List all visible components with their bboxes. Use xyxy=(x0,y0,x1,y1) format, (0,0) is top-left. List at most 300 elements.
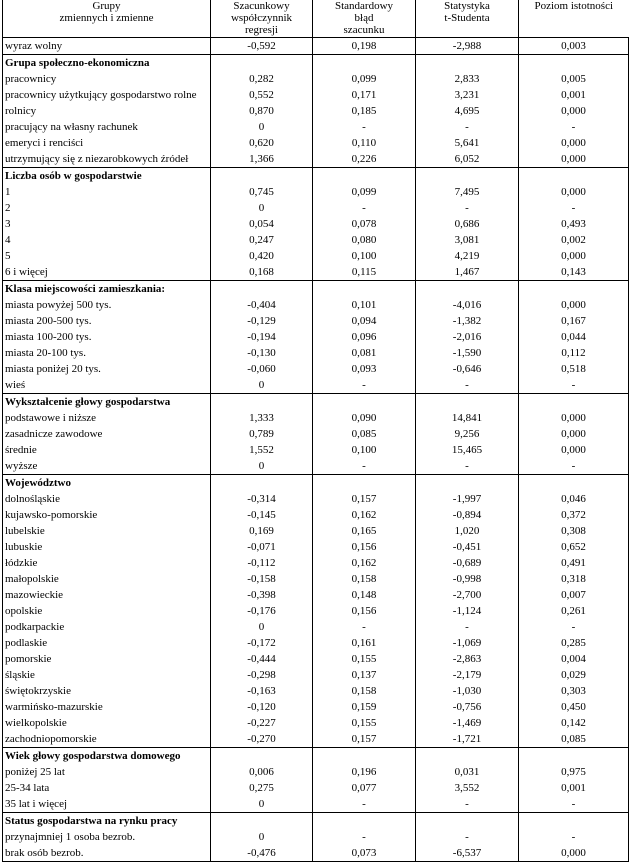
variable-label: warmińsko-mazurskie xyxy=(3,699,211,715)
coefficient-cell: 0,789 xyxy=(211,426,313,442)
table-row xyxy=(3,539,629,555)
std-error-cell: 0,156 xyxy=(313,539,416,555)
std-error-cell: 0,137 xyxy=(313,667,416,683)
table-row xyxy=(3,71,629,87)
regression-table-document xyxy=(2,0,628,862)
variable-label: podlaskie xyxy=(3,635,211,651)
variable-label: pracujący na własny rachunek xyxy=(3,119,211,135)
variable-label: podstawowe i niższe xyxy=(3,410,211,426)
table-row xyxy=(3,38,629,55)
t-statistic-cell: -6,537 xyxy=(416,845,519,862)
table-row xyxy=(3,571,629,587)
coefficient-cell: -0,060 xyxy=(211,361,313,377)
t-statistic-cell: - xyxy=(416,619,519,635)
variable-label: lubelskie xyxy=(3,523,211,539)
variable-label: średnie xyxy=(3,442,211,458)
variable-label: świętokrzyskie xyxy=(3,683,211,699)
std-error-cell: 0,171 xyxy=(313,87,416,103)
table-row xyxy=(3,151,629,168)
table-row xyxy=(3,796,629,813)
variable-label: pracownicy xyxy=(3,71,211,87)
t-statistic-cell: 4,219 xyxy=(416,248,519,264)
t-statistic-cell: -2,863 xyxy=(416,651,519,667)
t-statistic-cell: -0,998 xyxy=(416,571,519,587)
variable-label: przynajmniej 1 osoba bezrob. xyxy=(3,829,211,845)
variable-label: miasta 100-200 tys. xyxy=(3,329,211,345)
p-value-cell: 0,004 xyxy=(519,651,629,667)
p-value-cell: 0,000 xyxy=(519,845,629,862)
coefficient-cell: -0,227 xyxy=(211,715,313,731)
variable-label: miasta powyżej 500 tys. xyxy=(3,297,211,313)
coefficient-cell: 0,420 xyxy=(211,248,313,264)
table-row xyxy=(3,377,629,394)
p-value-cell: 0,167 xyxy=(519,313,629,329)
variable-label: łódzkie xyxy=(3,555,211,571)
table-row xyxy=(3,216,629,232)
p-value-cell: 0,493 xyxy=(519,216,629,232)
coefficient-cell: 1,552 xyxy=(211,442,313,458)
header-coefficient xyxy=(211,0,313,38)
coefficient-cell: 0,275 xyxy=(211,780,313,796)
variable-label: wyższe xyxy=(3,458,211,475)
section-empty-cell xyxy=(519,281,629,298)
section-header-row xyxy=(3,168,629,185)
p-value-cell: - xyxy=(519,377,629,394)
header-groups-line: Grupy xyxy=(92,0,121,12)
variable-label: miasta 20-100 tys. xyxy=(3,345,211,361)
p-value-cell: 0,001 xyxy=(519,87,629,103)
table-row xyxy=(3,491,629,507)
std-error-cell: - xyxy=(313,829,416,845)
p-value-cell: 0,085 xyxy=(519,731,629,748)
section-title: Klasa miejscowości zamieszkania: xyxy=(3,281,211,298)
std-error-cell: 0,157 xyxy=(313,491,416,507)
p-value-cell: 0,000 xyxy=(519,184,629,200)
header-groups xyxy=(3,0,211,38)
t-statistic-cell: -2,700 xyxy=(416,587,519,603)
table-row xyxy=(3,87,629,103)
std-error-cell: 0,093 xyxy=(313,361,416,377)
t-statistic-cell: -0,451 xyxy=(416,539,519,555)
p-value-cell: - xyxy=(519,119,629,135)
p-value-cell: 0,000 xyxy=(519,135,629,151)
variable-label: 5 xyxy=(3,248,211,264)
coefficient-cell: 0,552 xyxy=(211,87,313,103)
variable-label: kujawsko-pomorskie xyxy=(3,507,211,523)
coefficient-cell: -0,476 xyxy=(211,845,313,862)
coefficient-cell: 0 xyxy=(211,796,313,813)
t-statistic-cell: - xyxy=(416,200,519,216)
coefficient-cell: 0 xyxy=(211,200,313,216)
header-t-statistic xyxy=(416,0,519,38)
std-error-cell: 0,081 xyxy=(313,345,416,361)
section-empty-cell xyxy=(416,168,519,185)
p-value-cell: 0,652 xyxy=(519,539,629,555)
t-statistic-cell: -0,646 xyxy=(416,361,519,377)
std-error-cell: 0,165 xyxy=(313,523,416,539)
std-error-cell: 0,158 xyxy=(313,571,416,587)
p-value-cell: 0,000 xyxy=(519,410,629,426)
variable-label: 6 i więcej xyxy=(3,264,211,281)
table-row xyxy=(3,248,629,264)
std-error-cell: - xyxy=(313,619,416,635)
variable-label: mazowieckie xyxy=(3,587,211,603)
section-empty-cell xyxy=(519,748,629,765)
coefficient-cell: -0,172 xyxy=(211,635,313,651)
header-t-statistic-line: t-Studenta xyxy=(444,12,490,24)
p-value-cell: 0,001 xyxy=(519,780,629,796)
variable-label: śląskie xyxy=(3,667,211,683)
std-error-cell: 0,101 xyxy=(313,297,416,313)
t-statistic-cell: -1,030 xyxy=(416,683,519,699)
coefficient-cell: 0,054 xyxy=(211,216,313,232)
table-row xyxy=(3,683,629,699)
variable-label: wieś xyxy=(3,377,211,394)
variable-label: zasadnicze zawodowe xyxy=(3,426,211,442)
section-title: Grupa społeczno-ekonomiczna xyxy=(3,55,211,72)
table-row xyxy=(3,523,629,539)
coefficient-cell: -0,404 xyxy=(211,297,313,313)
coefficient-cell: 0,282 xyxy=(211,71,313,87)
coefficient-cell: 0 xyxy=(211,458,313,475)
section-empty-cell xyxy=(416,748,519,765)
coefficient-cell: 0,169 xyxy=(211,523,313,539)
coefficient-cell: -0,444 xyxy=(211,651,313,667)
t-statistic-cell: -0,756 xyxy=(416,699,519,715)
header-significance xyxy=(519,0,629,38)
p-value-cell: 0,003 xyxy=(519,38,629,55)
section-empty-cell xyxy=(211,475,313,492)
coefficient-cell: 0,168 xyxy=(211,264,313,281)
table-row xyxy=(3,103,629,119)
std-error-cell: 0,158 xyxy=(313,683,416,699)
std-error-cell: - xyxy=(313,377,416,394)
table-row xyxy=(3,264,629,281)
section-empty-cell xyxy=(519,475,629,492)
section-header-row xyxy=(3,475,629,492)
section-empty-cell xyxy=(416,281,519,298)
section-empty-cell xyxy=(313,55,416,72)
std-error-cell: 0,148 xyxy=(313,587,416,603)
p-value-cell: 0,975 xyxy=(519,764,629,780)
t-statistic-cell: - xyxy=(416,377,519,394)
t-statistic-cell: -1,721 xyxy=(416,731,519,748)
p-value-cell: - xyxy=(519,619,629,635)
std-error-cell: 0,110 xyxy=(313,135,416,151)
p-value-cell: 0,318 xyxy=(519,571,629,587)
coefficient-cell: 0 xyxy=(211,619,313,635)
std-error-cell: 0,162 xyxy=(313,507,416,523)
t-statistic-cell: 4,695 xyxy=(416,103,519,119)
table-row xyxy=(3,313,629,329)
section-title: Wiek głowy gospodarstwa domowego xyxy=(3,748,211,765)
t-statistic-cell: 5,641 xyxy=(416,135,519,151)
section-empty-cell xyxy=(211,748,313,765)
t-statistic-cell: 1,467 xyxy=(416,264,519,281)
std-error-cell: 0,155 xyxy=(313,715,416,731)
section-empty-cell xyxy=(211,55,313,72)
section-empty-cell xyxy=(416,813,519,830)
t-statistic-cell: -2,988 xyxy=(416,38,519,55)
table-row xyxy=(3,651,629,667)
variable-label: 35 lat i więcej xyxy=(3,796,211,813)
section-title: Województwo xyxy=(3,475,211,492)
p-value-cell: 0,002 xyxy=(519,232,629,248)
coefficient-cell: -0,176 xyxy=(211,603,313,619)
table-header xyxy=(3,0,629,38)
table-row xyxy=(3,635,629,651)
std-error-cell: - xyxy=(313,200,416,216)
header-t-statistic-line: Statystyka xyxy=(444,0,490,12)
header-coefficient-line: regresji xyxy=(245,24,278,36)
header-std-error-line: Standardowy xyxy=(334,0,394,12)
coefficient-cell: -0,145 xyxy=(211,507,313,523)
header-coefficient-line: współczynnik xyxy=(230,12,293,24)
regression-table xyxy=(2,0,629,862)
t-statistic-cell: -4,016 xyxy=(416,297,519,313)
coefficient-cell: -0,129 xyxy=(211,313,313,329)
p-value-cell: 0,112 xyxy=(519,345,629,361)
variable-label: brak osób bezrob. xyxy=(3,845,211,862)
coefficient-cell: -0,592 xyxy=(211,38,313,55)
table-row xyxy=(3,442,629,458)
table-body xyxy=(3,38,629,862)
coefficient-cell: 0,870 xyxy=(211,103,313,119)
variable-label: miasta poniżej 20 tys. xyxy=(3,361,211,377)
p-value-cell: 0,143 xyxy=(519,264,629,281)
table-row xyxy=(3,699,629,715)
table-row xyxy=(3,200,629,216)
variable-label: dolnośląskie xyxy=(3,491,211,507)
t-statistic-cell: 9,256 xyxy=(416,426,519,442)
p-value-cell: 0,000 xyxy=(519,426,629,442)
std-error-cell: 0,073 xyxy=(313,845,416,862)
variable-label: 25-34 lata xyxy=(3,780,211,796)
std-error-cell: 0,156 xyxy=(313,603,416,619)
coefficient-cell: -0,298 xyxy=(211,667,313,683)
section-empty-cell xyxy=(313,281,416,298)
std-error-cell: 0,100 xyxy=(313,248,416,264)
std-error-cell: 0,077 xyxy=(313,780,416,796)
t-statistic-cell: -2,016 xyxy=(416,329,519,345)
header-std-error-line: błąd xyxy=(354,12,374,24)
section-empty-cell xyxy=(519,168,629,185)
variable-label: miasta 200-500 tys. xyxy=(3,313,211,329)
t-statistic-cell: - xyxy=(416,458,519,475)
t-statistic-cell: -1,469 xyxy=(416,715,519,731)
table-row xyxy=(3,829,629,845)
std-error-cell: 0,099 xyxy=(313,71,416,87)
variable-label: poniżej 25 lat xyxy=(3,764,211,780)
coefficient-cell: -0,398 xyxy=(211,587,313,603)
section-header-row xyxy=(3,55,629,72)
t-statistic-cell: 2,833 xyxy=(416,71,519,87)
table-row xyxy=(3,587,629,603)
coefficient-cell: -0,270 xyxy=(211,731,313,748)
coefficient-cell: 0 xyxy=(211,829,313,845)
table-row xyxy=(3,232,629,248)
t-statistic-cell: -1,590 xyxy=(416,345,519,361)
coefficient-cell: 0 xyxy=(211,377,313,394)
coefficient-cell: -0,194 xyxy=(211,329,313,345)
section-empty-cell xyxy=(416,394,519,411)
p-value-cell: 0,005 xyxy=(519,71,629,87)
section-empty-cell xyxy=(519,813,629,830)
t-statistic-cell: 14,841 xyxy=(416,410,519,426)
variable-label: wielkopolskie xyxy=(3,715,211,731)
table-row xyxy=(3,667,629,683)
section-empty-cell xyxy=(313,813,416,830)
table-row xyxy=(3,329,629,345)
variable-label: opolskie xyxy=(3,603,211,619)
std-error-cell: 0,185 xyxy=(313,103,416,119)
header-groups-line: zmiennych i zmienne xyxy=(59,12,154,24)
header-coefficient-line: Szacunkowy xyxy=(233,0,290,12)
section-empty-cell xyxy=(313,475,416,492)
section-empty-cell xyxy=(313,168,416,185)
coefficient-cell: 0,006 xyxy=(211,764,313,780)
variable-label: 1 xyxy=(3,184,211,200)
table-row xyxy=(3,426,629,442)
table-row xyxy=(3,780,629,796)
coefficient-cell: -0,163 xyxy=(211,683,313,699)
t-statistic-cell: 3,081 xyxy=(416,232,519,248)
p-value-cell: 0,308 xyxy=(519,523,629,539)
variable-label: wyraz wolny xyxy=(3,38,211,55)
variable-label: zachodniopomorskie xyxy=(3,731,211,748)
table-row xyxy=(3,297,629,313)
p-value-cell: 0,518 xyxy=(519,361,629,377)
header-significance-line: Poziom istotności xyxy=(534,0,614,12)
table-row xyxy=(3,458,629,475)
p-value-cell: - xyxy=(519,200,629,216)
p-value-cell: 0,000 xyxy=(519,297,629,313)
section-empty-cell xyxy=(313,394,416,411)
section-header-row xyxy=(3,748,629,765)
table-row xyxy=(3,184,629,200)
p-value-cell: 0,142 xyxy=(519,715,629,731)
t-statistic-cell: 15,465 xyxy=(416,442,519,458)
variable-label: lubuskie xyxy=(3,539,211,555)
p-value-cell: - xyxy=(519,829,629,845)
t-statistic-cell: 7,495 xyxy=(416,184,519,200)
t-statistic-cell: -1,382 xyxy=(416,313,519,329)
table-row xyxy=(3,555,629,571)
coefficient-cell: 0,620 xyxy=(211,135,313,151)
t-statistic-cell: -1,124 xyxy=(416,603,519,619)
std-error-cell: 0,161 xyxy=(313,635,416,651)
t-statistic-cell: -0,689 xyxy=(416,555,519,571)
std-error-cell: 0,078 xyxy=(313,216,416,232)
std-error-cell: 0,115 xyxy=(313,264,416,281)
coefficient-cell: -0,120 xyxy=(211,699,313,715)
std-error-cell: 0,155 xyxy=(313,651,416,667)
section-empty-cell xyxy=(519,394,629,411)
variable-label: emeryci i renciści xyxy=(3,135,211,151)
coefficient-cell: -0,158 xyxy=(211,571,313,587)
variable-label: małopolskie xyxy=(3,571,211,587)
coefficient-cell: -0,314 xyxy=(211,491,313,507)
table-row xyxy=(3,845,629,862)
section-title: Liczba osób w gospodarstwie xyxy=(3,168,211,185)
p-value-cell: - xyxy=(519,796,629,813)
table-row xyxy=(3,764,629,780)
section-title: Status gospodarstwa na rynku pracy xyxy=(3,813,211,830)
section-empty-cell xyxy=(519,55,629,72)
section-empty-cell xyxy=(211,281,313,298)
coefficient-cell: 0 xyxy=(211,119,313,135)
p-value-cell: 0,450 xyxy=(519,699,629,715)
std-error-cell: - xyxy=(313,458,416,475)
std-error-cell: 0,100 xyxy=(313,442,416,458)
std-error-cell: - xyxy=(313,796,416,813)
p-value-cell: 0,261 xyxy=(519,603,629,619)
section-empty-cell xyxy=(416,475,519,492)
p-value-cell: 0,000 xyxy=(519,103,629,119)
variable-label: utrzymujący się z niezarobkowych źródeł xyxy=(3,151,211,168)
coefficient-cell: -0,130 xyxy=(211,345,313,361)
t-statistic-cell: 6,052 xyxy=(416,151,519,168)
p-value-cell: 0,303 xyxy=(519,683,629,699)
table-row xyxy=(3,619,629,635)
variable-label: pracownicy użytkujący gospodarstwo rolne xyxy=(3,87,211,103)
section-empty-cell xyxy=(211,813,313,830)
t-statistic-cell: - xyxy=(416,119,519,135)
std-error-cell: 0,198 xyxy=(313,38,416,55)
t-statistic-cell: 3,552 xyxy=(416,780,519,796)
variable-label: podkarpackie xyxy=(3,619,211,635)
std-error-cell: 0,099 xyxy=(313,184,416,200)
table-row xyxy=(3,135,629,151)
std-error-cell: 0,159 xyxy=(313,699,416,715)
section-empty-cell xyxy=(313,748,416,765)
section-title: Wykształcenie głowy gospodarstwa xyxy=(3,394,211,411)
std-error-cell: 0,196 xyxy=(313,764,416,780)
section-header-row xyxy=(3,813,629,830)
variable-label: rolnicy xyxy=(3,103,211,119)
coefficient-cell: 0,745 xyxy=(211,184,313,200)
std-error-cell: 0,157 xyxy=(313,731,416,748)
p-value-cell: 0,000 xyxy=(519,151,629,168)
coefficient-cell: 1,333 xyxy=(211,410,313,426)
t-statistic-cell: 0,031 xyxy=(416,764,519,780)
t-statistic-cell: -1,069 xyxy=(416,635,519,651)
section-empty-cell xyxy=(211,394,313,411)
std-error-cell: 0,226 xyxy=(313,151,416,168)
section-empty-cell xyxy=(416,55,519,72)
std-error-cell: - xyxy=(313,119,416,135)
table-row xyxy=(3,410,629,426)
table-row xyxy=(3,361,629,377)
header-std-error-line: szacunku xyxy=(343,24,385,36)
variable-label: pomorskie xyxy=(3,651,211,667)
table-row xyxy=(3,715,629,731)
std-error-cell: 0,090 xyxy=(313,410,416,426)
coefficient-cell: 0,247 xyxy=(211,232,313,248)
t-statistic-cell: 0,686 xyxy=(416,216,519,232)
p-value-cell: 0,000 xyxy=(519,442,629,458)
table-row xyxy=(3,507,629,523)
std-error-cell: 0,085 xyxy=(313,426,416,442)
variable-label: 2 xyxy=(3,200,211,216)
coefficient-cell: -0,071 xyxy=(211,539,313,555)
p-value-cell: - xyxy=(519,458,629,475)
table-row xyxy=(3,731,629,748)
p-value-cell: 0,044 xyxy=(519,329,629,345)
std-error-cell: 0,094 xyxy=(313,313,416,329)
std-error-cell: 0,080 xyxy=(313,232,416,248)
p-value-cell: 0,372 xyxy=(519,507,629,523)
